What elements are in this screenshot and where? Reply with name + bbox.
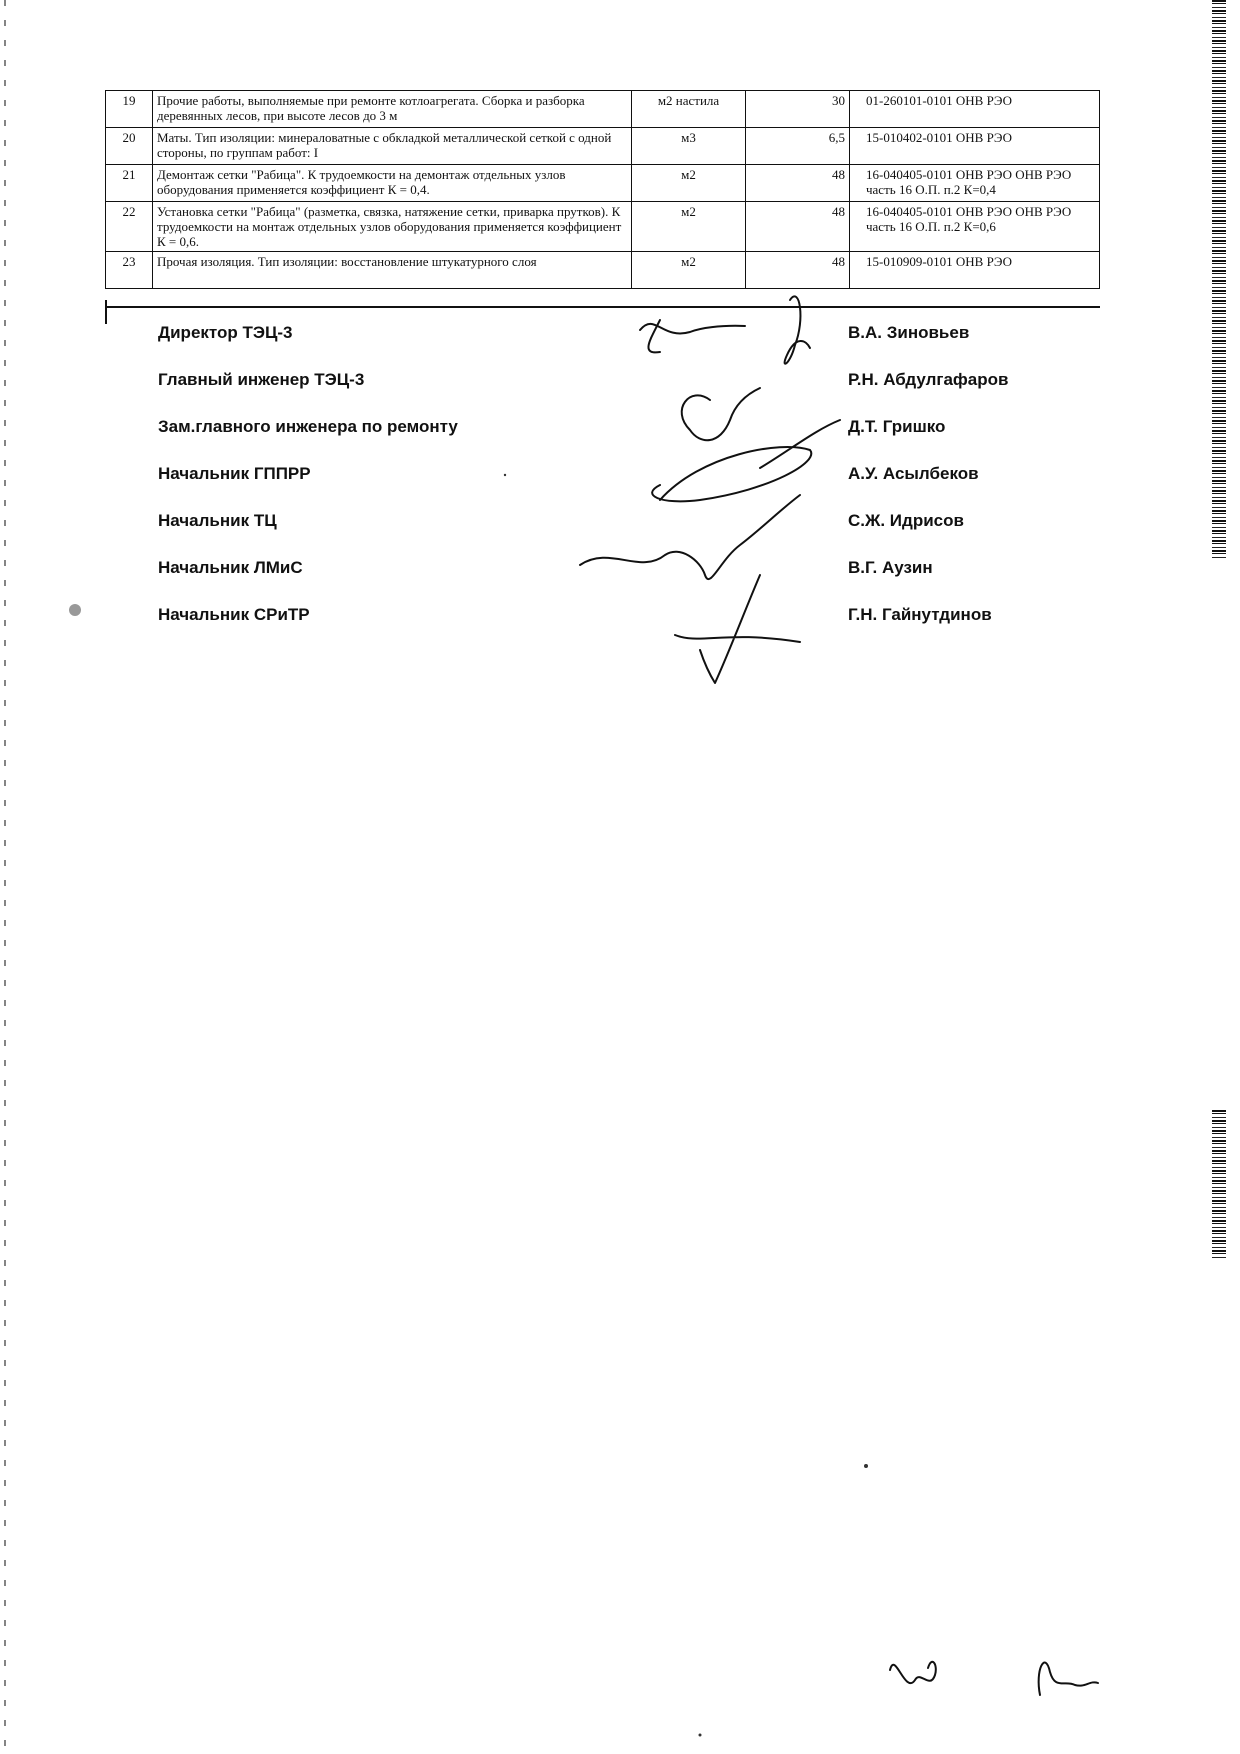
row-unit: м2	[632, 202, 746, 252]
signatory-role: Зам.главного инженера по ремонту	[158, 417, 458, 436]
signature-scribble	[1039, 1663, 1098, 1695]
signatory-role: Начальник ГППРР	[158, 464, 311, 483]
row-code: 01-260101-0101 ОНВ РЭО	[850, 91, 1100, 128]
signature-line	[0, 605, 1240, 635]
row-quantity: 6,5	[746, 128, 850, 165]
table-closing-rule	[105, 306, 1100, 308]
signatory-name: Д.Т. Гришко	[848, 417, 946, 436]
row-quantity: 48	[746, 165, 850, 202]
table-border-tail	[105, 300, 107, 324]
row-number: 19	[106, 91, 153, 128]
row-description: Прочие работы, выполняемые при ремонте котлоагрегата. Сборка и разборка деревянных лесов, при высоте лесов до 3 м	[153, 91, 632, 128]
signature-scribble	[890, 1662, 936, 1683]
row-unit: м2	[632, 252, 746, 289]
row-quantity: 48	[746, 202, 850, 252]
row-unit: м2 настила	[632, 91, 746, 128]
row-code: 15-010909-0101 ОНВ РЭО	[850, 252, 1100, 289]
signatory-name: А.У. Асылбеков	[848, 464, 979, 483]
table-row	[106, 252, 1100, 289]
row-code: 16-040405-0101 ОНВ РЭО ОНВ РЭО часть 16 О.П. п.2 К=0,6	[850, 202, 1100, 252]
signature-line	[0, 417, 1240, 447]
signatory-name: С.Ж. Идрисов	[848, 511, 964, 530]
signatory-role: Директор ТЭЦ-3	[158, 323, 293, 342]
signatory-role: Главный инженер ТЭЦ-3	[158, 370, 365, 389]
row-number: 23	[106, 252, 153, 289]
signature-line	[0, 370, 1240, 400]
row-quantity: 30	[746, 91, 850, 128]
signature-line	[0, 511, 1240, 541]
signature-line	[0, 323, 1240, 353]
row-code: 15-010402-0101 ОНВ РЭО	[850, 128, 1100, 165]
row-number: 21	[106, 165, 153, 202]
table-row	[106, 202, 1100, 252]
works-table	[105, 90, 1100, 289]
row-quantity: 48	[746, 252, 850, 289]
row-number: 22	[106, 202, 153, 252]
scan-right-edge-marks	[1212, 1110, 1226, 1260]
row-number: 20	[106, 128, 153, 165]
signatory-name: Р.Н. Абдулгафаров	[848, 370, 1009, 389]
signatory-name: Г.Н. Гайнутдинов	[848, 605, 992, 624]
row-unit: м2	[632, 165, 746, 202]
row-description: Установка сетки "Рабица" (разметка, связка, натяжение сетки, приварка прутков). К трудоемкости на монтаж отдельных узлов оборудования применяется коэффициент К = 0,6.	[153, 202, 632, 252]
signatory-role: Начальник ТЦ	[158, 511, 277, 530]
signatory-role: Начальник ЛМиС	[158, 558, 303, 577]
row-unit: м3	[632, 128, 746, 165]
signature-line	[0, 464, 1240, 494]
row-description: Демонтаж сетки "Рабица". К трудоемкости на демонтаж отдельных узлов оборудования применяется коэффициент К = 0,4.	[153, 165, 632, 202]
scan-speck	[699, 1734, 702, 1737]
signature-line	[0, 558, 1240, 588]
signatory-role: Начальник СРиТР	[158, 605, 310, 624]
signatory-name: В.А. Зиновьев	[848, 323, 970, 342]
scan-speck	[864, 1464, 868, 1468]
row-code: 16-040405-0101 ОНВ РЭО ОНВ РЭО часть 16 О.П. п.2 К=0,4	[850, 165, 1100, 202]
table-row	[106, 128, 1100, 165]
row-description: Прочая изоляция. Тип изоляции: восстановление штукатурного слоя	[153, 252, 632, 289]
scan-left-edge	[4, 0, 6, 1754]
table-row	[106, 91, 1100, 128]
signatory-name: В.Г. Аузин	[848, 558, 933, 577]
table-row	[106, 165, 1100, 202]
row-description: Маты. Тип изоляции: минераловатные с обкладкой металлической сеткой с одной стороны, по группам работ: I	[153, 128, 632, 165]
